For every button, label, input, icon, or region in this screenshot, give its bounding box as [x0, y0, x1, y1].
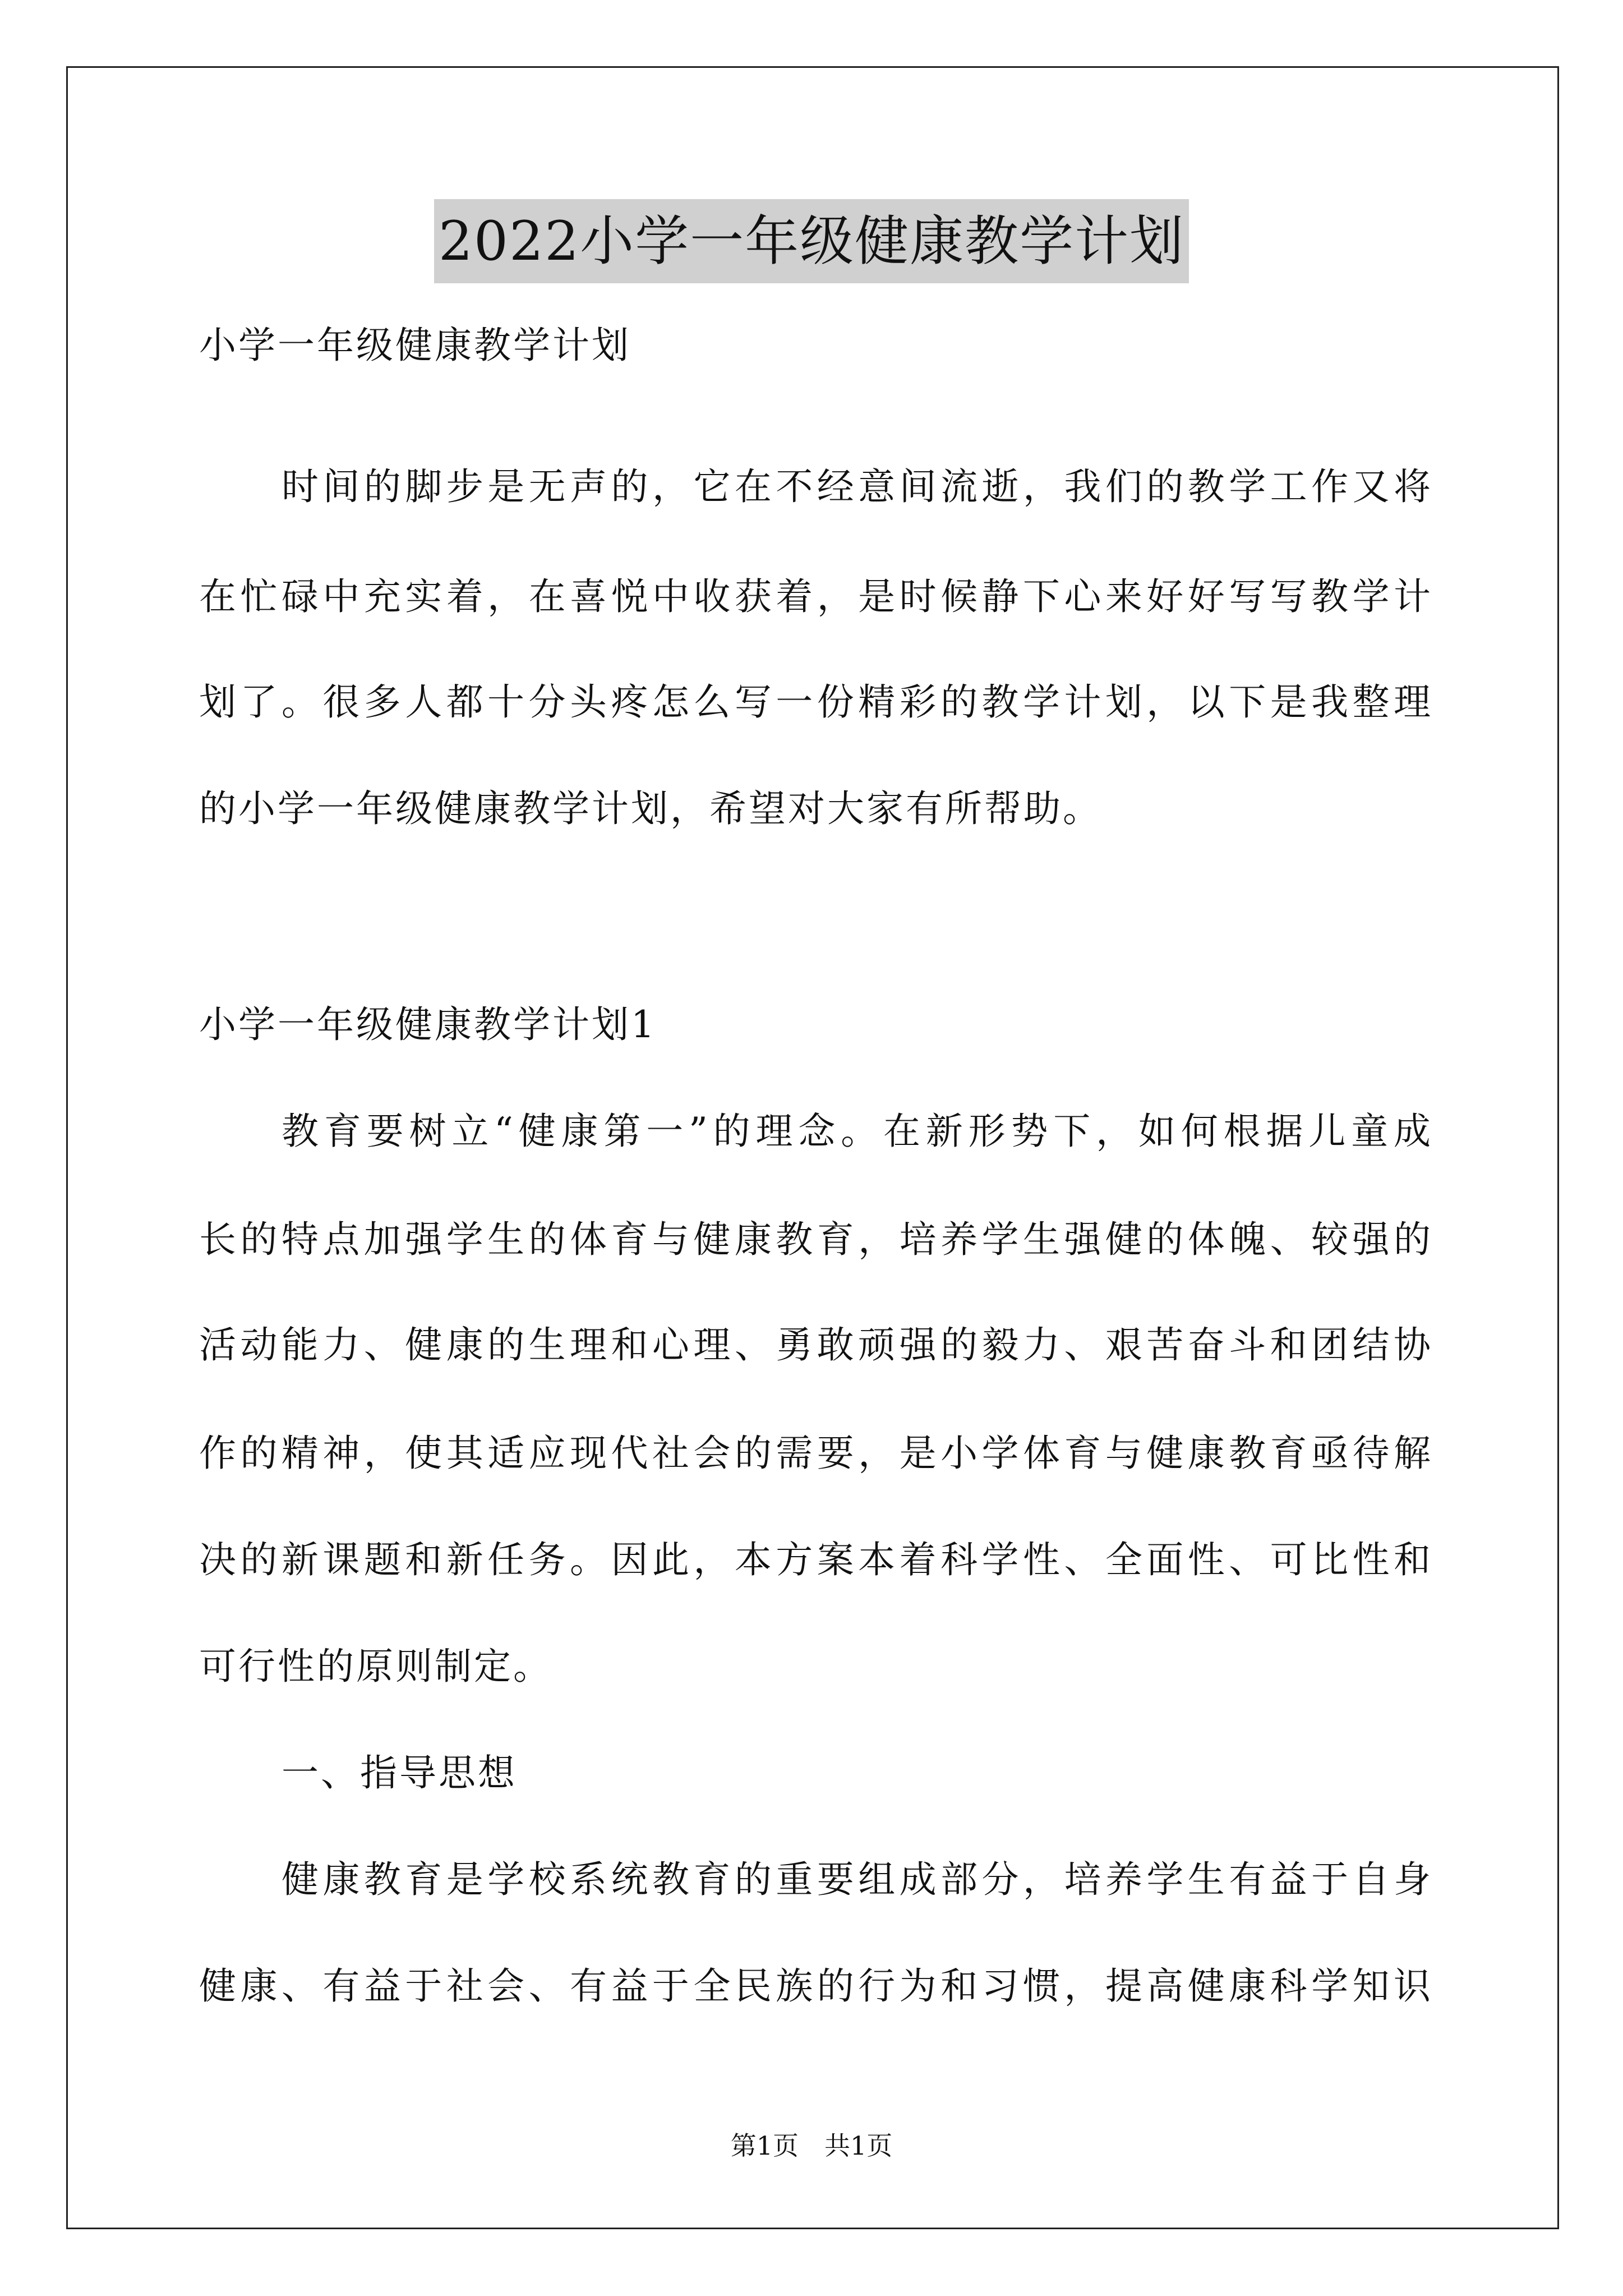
paragraph-line: 时间的脚步是无声的，它在不经意间流逝，我们的教学工作又将: [282, 465, 1433, 508]
document-title: 2022小学一年级健康教学计划: [434, 199, 1189, 283]
subheading: 一、指导思想: [282, 1751, 517, 1795]
section-heading: 小学一年级健康教学计划1: [199, 1003, 657, 1046]
title-wrap: [0, 199, 1623, 283]
paragraph-line: 健康教育是学校系统教育的重要组成部分，培养学生有益于自身: [282, 1858, 1433, 1901]
paragraph-line: 的小学一年级健康教学计划，希望对大家有所帮助。: [199, 787, 1102, 830]
paragraph-line: 活动能力、健康的生理和心理、勇敢顽强的毅力、艰苦奋斗和团结协: [199, 1323, 1433, 1366]
paragraph-line: 可行性的原则制定。: [199, 1645, 552, 1688]
paragraph-line: 长的特点加强学生的体育与健康教育，培养学生强健的体魄、较强的: [199, 1218, 1433, 1261]
paragraph-line: 教育要树立“健康第一”的理念。在新形势下，如何根据儿童成: [282, 1110, 1433, 1153]
paragraph-line: 决的新课题和新任务。因此，本方案本着科学性、全面性、可比性和: [199, 1538, 1433, 1581]
paragraph-line: 作的精神，使其适应现代社会的需要，是小学体育与健康教育亟待解: [199, 1432, 1433, 1475]
paragraph-line: 划了。很多人都十分头疼怎么写一份精彩的教学计划，以下是我整理: [199, 680, 1433, 724]
paragraph-line: 健康、有益于社会、有益于全民族的行为和习惯，提高健康科学知识: [199, 1964, 1433, 2008]
page-footer: 第1页 共1页: [730, 2131, 893, 2161]
paragraph-line: 在忙碌中充实着，在喜悦中收获着，是时候静下心来好好写写教学计: [199, 575, 1433, 618]
section-heading: 小学一年级健康教学计划: [199, 324, 631, 367]
